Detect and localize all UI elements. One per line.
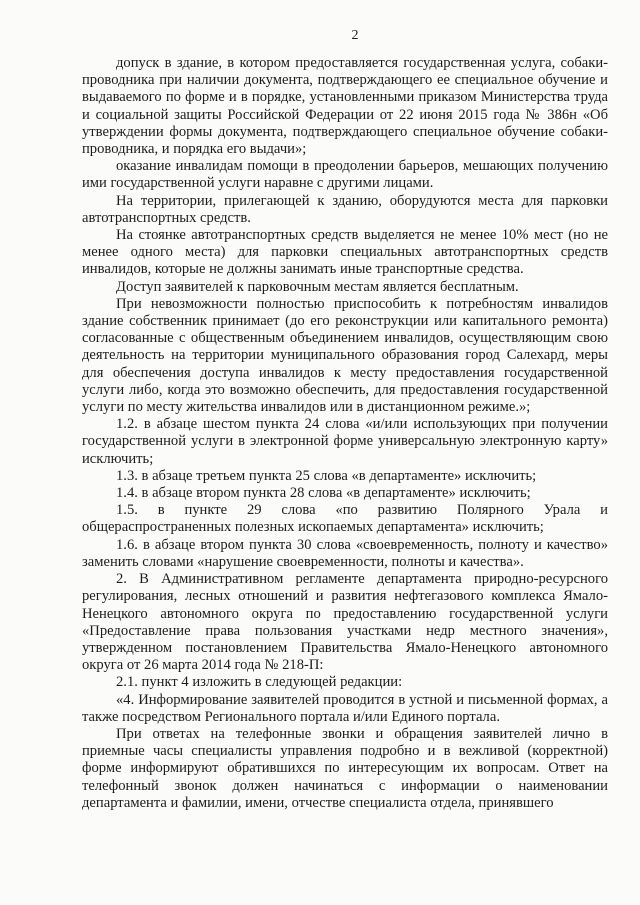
paragraph: При невозможности полностью приспособить к потребностям инвалидов здание собственник принимает (до его реконструкции или капитального ремонта) согласованные с общественным объединением инвалидов, осуществляющим свою деятельность на территории муниципального образования город Салехард, меры для обеспечения доступа инвалидов к месту предоставления государственной услуги либо, когда это возможно обеспечить, для предоставления государственной услуги по месту жительства инвалидов или в дистанционном режиме.»;	[82, 295, 608, 416]
paragraph: 1.3. в абзаце третьем пункта 25 слова «в департаменте» исключить;	[116, 467, 537, 484]
paragraph: 1.6. в абзаце втором пункта 30 слова «своевременность, полноту и качество» заменить словами «нарушение своевременности, полноты и качества».	[82, 536, 608, 570]
paragraph: 1.4. в абзаце втором пункта 28 слова «в департаменте» исключить;	[116, 485, 531, 502]
paragraph: 2.1. пункт 4 изложить в следующей редакции:	[116, 674, 403, 691]
paragraph: «4. Информирование заявителей проводится в устной и письменной формах, а также посредством Регионального портала и/или Единого портала.	[82, 691, 608, 725]
document-body	[82, 55, 608, 812]
page-number: 2	[351, 28, 359, 43]
paragraph: 1.2. в абзаце шестом пункта 24 слова «и/или использующих при получении государственной услуги в электронной форме универсальную электронную карту» исключить;	[82, 416, 608, 467]
paragraph: оказание инвалидам помощи в преодолении барьеров, мешающих получению ими государственной услуги наравне с другими лицами.	[82, 158, 608, 192]
paragraph: 2. В Административном регламенте департамента природно-ресурсного регулирования, лесных отношений и развития нефтегазового комплекса Ямало-Ненецкого автономного округа по предоставлению государственной услуги «Предоставление права пользования участками недр местного значения», утвержденном постановлением Правительства Ямало-Ненецкого автономного округа от 26 марта 2014 года № 218-П:	[82, 571, 608, 674]
paragraph: Доступ заявителей к парковочным местам является бесплатным.	[116, 278, 519, 295]
paragraph: На стоянке автотранспортных средств выделяется не менее 10% мест (но не менее одного места) для парковки специальных автотранспортных средств инвалидов, которые не должны занимать иные транспортные средства.	[82, 227, 608, 278]
paragraph: При ответах на телефонные звонки и обращения заявителей лично в приемные часы специалисты управления подробно и в вежливой (корректной) форме информируют обратившихся по интересующим их вопросам. Ответ на телефонный звонок должен начинаться с информации о наименовании департамента и фамилии, имени, отчестве специалиста отдела, принявшего	[82, 725, 608, 811]
paragraph: допуск в здание, в котором предоставляется государственная услуга, собаки-проводника при наличии документа, подтверждающего ее специальное обучение и выдаваемого по форме и в порядке, установленными приказом Министерства труда и социальной защиты Российской Федерации от 22 июня 2015 года № 386н «Об утверждении формы документа, подтверждающего специальное обучение собаки-проводника, и порядка его выдачи»;	[82, 55, 608, 158]
paragraph: 1.5. в пункте 29 слова «по развитию Полярного Урала и общераспространенных полезных ископаемых департамента» исключить;	[82, 502, 608, 536]
paragraph: На территории, прилегающей к зданию, оборудуются места для парковки автотранспортных средств.	[82, 192, 608, 226]
